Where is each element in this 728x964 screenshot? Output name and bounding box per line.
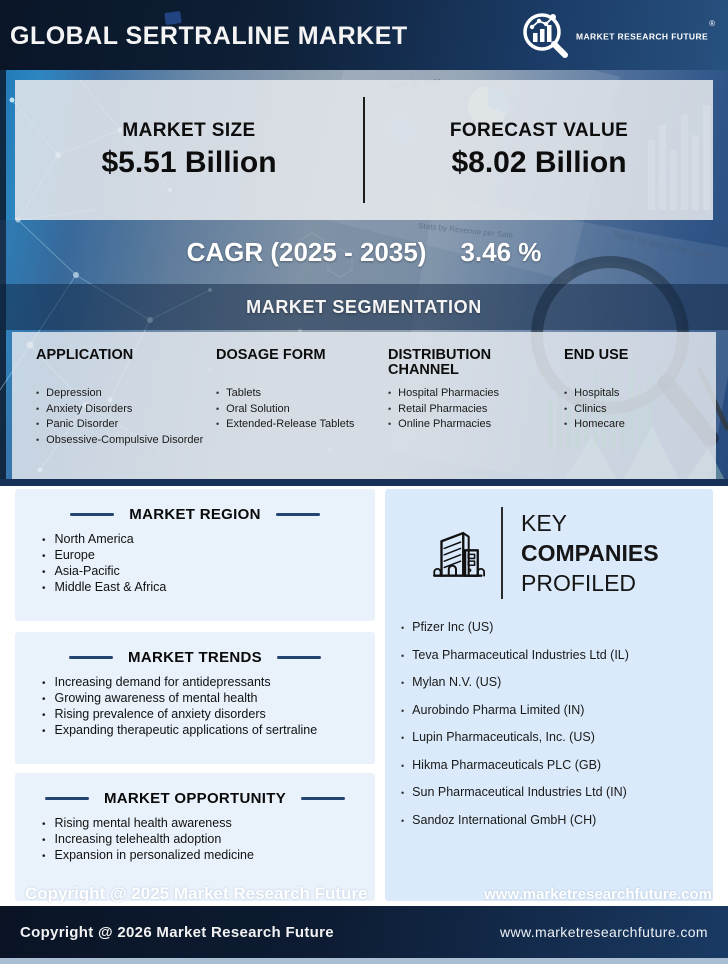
list-item-label: Hospital Pharmacies [398, 387, 500, 399]
list-item [216, 419, 388, 430]
bullet-icon: • [564, 403, 568, 414]
bullet-icon: • [564, 388, 568, 398]
list-item-label: Online Pharmacies [398, 418, 492, 430]
cagr-label: CAGR (2025 - 2035) [186, 236, 427, 267]
opportunity-list [42, 818, 375, 862]
cagr-value: 3.46 % [460, 236, 542, 267]
list-item [36, 435, 216, 446]
list-item [388, 388, 564, 399]
profiled-label: PROFILED [521, 570, 637, 596]
box-heading [15, 632, 375, 666]
list-item-label: Increasing demand for antidepressants [54, 675, 271, 689]
list-item [36, 419, 216, 430]
bullet-icon: • [388, 419, 392, 429]
list-item-label: Expanding therapeutic applications of sertraline [54, 723, 318, 737]
list-item-label: Growing awareness of mental health [54, 691, 258, 705]
list-item-label: Expansion in personalized medicine [54, 848, 254, 862]
list-item [42, 582, 375, 594]
key-companies-title [521, 508, 659, 598]
cagr-band [0, 220, 728, 284]
box-title: MARKET OPPORTUNITY [103, 790, 287, 807]
heading-dash [276, 513, 320, 516]
bullet-icon: • [42, 583, 46, 594]
list-item-label: Increasing telehealth adoption [54, 832, 222, 846]
bullet-icon: • [401, 705, 405, 716]
list-item-label: Anxiety Disorders [46, 402, 133, 415]
heading-dash [69, 656, 113, 659]
trends-list [42, 677, 375, 737]
list-item [401, 621, 713, 634]
hero-section [0, 70, 728, 486]
list-item [216, 404, 388, 415]
bullet-icon: • [42, 535, 46, 546]
bullet-icon: • [401, 760, 405, 771]
bullet-icon: • [388, 388, 392, 398]
segmentation-title-band [0, 284, 728, 330]
mrf-logo-icon [520, 10, 570, 60]
bullet-icon: • [42, 819, 46, 830]
company-name: Hikma Pharmaceuticals PLC (GB) [412, 757, 602, 772]
bullet-icon: • [401, 678, 405, 688]
list-item-label: Homecare [574, 418, 625, 430]
box-title: MARKET TRENDS [128, 649, 262, 666]
segment-item-list [564, 388, 708, 430]
list-item [401, 676, 713, 689]
region-list [42, 534, 375, 594]
bullet-icon: • [388, 403, 392, 414]
list-item-label: Europe [54, 548, 95, 562]
bullet-icon: • [42, 551, 46, 562]
header-bar [0, 0, 728, 70]
list-item [42, 709, 375, 721]
company-name: Lupin Pharmaceuticals, Inc. (US) [412, 730, 595, 744]
list-item [42, 725, 375, 737]
list-item-label: North America [54, 532, 134, 546]
list-item [36, 404, 216, 415]
market-size-value: $5.51 Billion [101, 146, 277, 179]
list-item [564, 419, 708, 430]
watermark-copyright: Copyright @ 2025 Market Research Future [25, 884, 368, 903]
hero-bottom-strip [0, 479, 728, 486]
company-name: Aurobindo Pharma Limited (IN) [412, 702, 585, 717]
bullet-icon: • [42, 678, 46, 689]
list-item-label: Tablets [226, 387, 262, 399]
segment-column-application [36, 348, 216, 479]
bullet-icon: • [36, 388, 40, 398]
list-item [42, 534, 375, 546]
buildings-icon [427, 521, 485, 585]
list-item [564, 388, 708, 399]
forecast-value-label: FORECAST VALUE [449, 120, 629, 141]
forecast-value: $8.02 Billion [451, 146, 627, 179]
vertical-divider [501, 507, 503, 599]
list-item [401, 786, 713, 799]
segment-column-title: END USE [564, 347, 629, 363]
company-name: Sun Pharmaceutical Industries Ltd (IN) [412, 785, 627, 799]
market-size-label: MARKET SIZE [122, 120, 256, 141]
bullet-icon: • [401, 733, 405, 743]
bullet-icon: • [216, 403, 220, 414]
list-item-label: Middle East & Africa [54, 580, 167, 594]
list-item [216, 388, 388, 399]
list-item [401, 731, 713, 744]
segment-column-title: DOSAGE FORM [216, 347, 326, 363]
bullet-icon: • [401, 788, 405, 798]
photo-caption: Sales by day of the week [612, 228, 712, 262]
box-heading [15, 489, 375, 523]
key-companies-box [385, 489, 713, 901]
list-item [42, 566, 375, 578]
list-item [401, 649, 713, 662]
companies-list [401, 621, 713, 826]
box-heading [15, 773, 375, 807]
bullet-icon: • [36, 403, 40, 414]
list-item [388, 419, 564, 430]
key-companies-heading [385, 489, 713, 599]
key-label: KEY [521, 510, 568, 536]
bullet-icon: • [401, 815, 405, 826]
companies-label: COMPANIES [521, 540, 659, 566]
list-item [401, 704, 713, 717]
list-item-label: Extended-Release Tablets [226, 418, 355, 430]
bullet-icon: • [42, 851, 46, 862]
segmentation-title: MARKET SEGMENTATION [246, 296, 482, 317]
list-item-label: Rising prevalence of anxiety disorders [54, 707, 266, 721]
bullet-icon: • [42, 726, 46, 737]
list-item [42, 834, 375, 846]
list-item-label: Asia-Pacific [54, 564, 120, 578]
segment-column-title: DISTRIBUTION CHANNEL [388, 347, 492, 378]
company-name: Mylan N.V. (US) [412, 675, 502, 689]
bullet-icon: • [564, 419, 568, 429]
list-item [564, 404, 708, 415]
segment-column-dosage-form [216, 348, 388, 479]
bullet-icon: • [401, 650, 405, 661]
heading-dash [277, 656, 321, 659]
list-item [42, 850, 375, 862]
market-opportunity-box [15, 773, 375, 901]
market-size-cell [15, 80, 363, 220]
bullet-icon: • [42, 710, 46, 721]
list-item-label: Rising mental health awareness [54, 816, 232, 830]
segment-item-list [388, 388, 564, 430]
segment-column-end-use [564, 348, 708, 479]
segment-item-list [216, 388, 388, 430]
box-title: MARKET REGION [129, 506, 261, 523]
list-item [42, 818, 375, 830]
footer-website-link[interactable]: www.marketresearchfuture.com [499, 924, 708, 940]
bullet-icon: • [401, 623, 405, 633]
list-item [42, 677, 375, 689]
company-name: Pfizer Inc (US) [412, 620, 494, 634]
list-item [42, 693, 375, 705]
segment-item-list [36, 388, 216, 446]
footer-copyright: Copyright @ 2026 Market Research Future [20, 923, 334, 941]
segment-column-distribution-channel [388, 348, 564, 479]
list-item-label: Depression [46, 387, 102, 399]
segmentation-panel [12, 332, 716, 479]
bullet-icon: • [36, 419, 40, 429]
heading-dash [45, 797, 89, 800]
list-item-label: Retail Pharmacies [398, 402, 488, 415]
company-name: Sandoz International GmbH (CH) [412, 812, 597, 827]
heading-dash [70, 513, 114, 516]
list-item-label: Obsessive-Compulsive Disorder [46, 433, 204, 446]
page-title: GLOBAL SERTRALINE MARKET [10, 22, 408, 50]
registered-mark: ® [709, 18, 715, 28]
photo-caption: Stats by Revenue per Sale [417, 221, 514, 240]
list-item [42, 550, 375, 562]
list-item-label: Hospitals [574, 387, 620, 399]
list-item [401, 759, 713, 772]
footer-bar [0, 906, 728, 958]
watermark-website: www.marketresearchfuture.com [484, 886, 712, 903]
bullet-icon: • [216, 419, 220, 429]
market-trends-box [15, 632, 375, 764]
list-item-label: Panic Disorder [46, 418, 119, 430]
market-size-panel [15, 80, 713, 220]
list-item [36, 388, 216, 399]
heading-dash [301, 797, 345, 800]
bullet-icon: • [42, 835, 46, 846]
list-item-label: Clinics [574, 402, 607, 415]
mrf-logo [520, 10, 714, 60]
bullet-icon: • [42, 567, 46, 578]
segment-column-title: APPLICATION [36, 347, 134, 363]
bullet-icon: • [36, 434, 40, 445]
forecast-value-cell [365, 80, 713, 220]
list-item-label: Oral Solution [226, 402, 290, 415]
list-item [388, 404, 564, 415]
bullet-icon: • [42, 694, 46, 705]
footer-bottom-strip [0, 958, 728, 964]
list-item [401, 814, 713, 827]
market-region-box [15, 489, 375, 621]
company-name: Teva Pharmaceutical Industries Ltd (IL) [412, 647, 629, 662]
bullet-icon: • [216, 388, 220, 398]
logo-wordmark: MARKET RESEARCH FUTURE [576, 31, 709, 42]
